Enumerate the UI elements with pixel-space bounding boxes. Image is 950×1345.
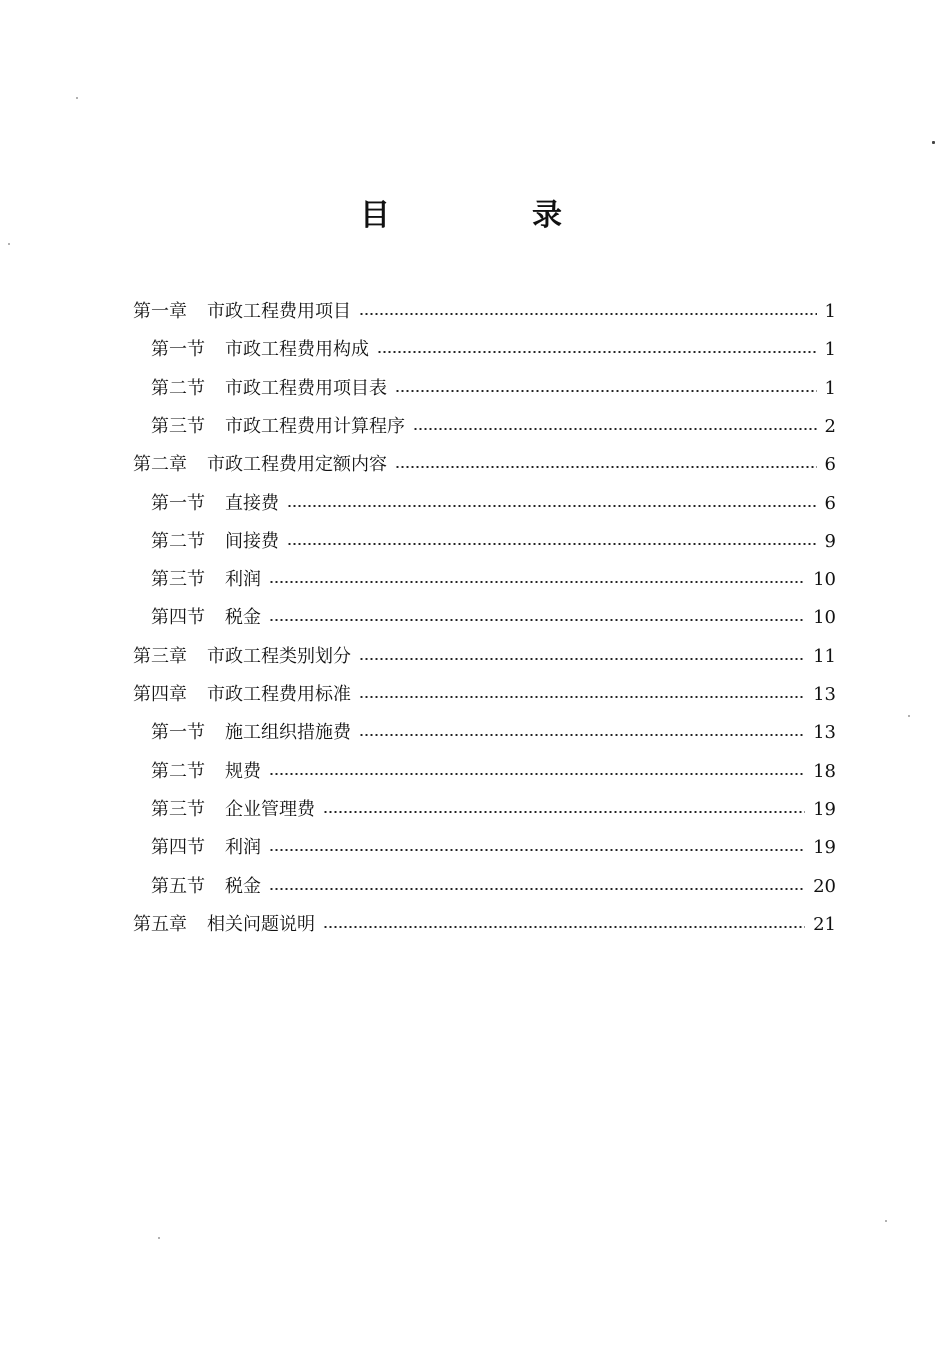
toc-chapter-row <box>133 446 836 484</box>
dot-leader <box>323 926 805 928</box>
dot-leader <box>287 543 817 545</box>
section-number: 第四节 <box>151 607 205 628</box>
scan-speck <box>158 1237 160 1239</box>
dot-leader <box>395 466 817 468</box>
section-number: 第五节 <box>151 876 205 897</box>
dot-leader <box>413 428 817 430</box>
page-number: 20 <box>813 876 836 897</box>
toc-section-row <box>151 485 836 523</box>
page-number: 19 <box>813 837 836 858</box>
page-number: 6 <box>824 493 836 514</box>
section-title: 利润 <box>225 837 261 858</box>
chapter-title: 市政工程费用标准 <box>207 684 351 705</box>
section-number: 第四节 <box>151 837 205 858</box>
dot-leader <box>269 849 805 851</box>
section-title: 市政工程费用构成 <box>225 339 369 360</box>
dot-leader <box>359 658 805 660</box>
dot-leader <box>269 773 805 775</box>
dot-leader <box>395 390 817 392</box>
toc-section-row <box>151 599 836 637</box>
toc-section-row <box>151 829 836 867</box>
section-number: 第一节 <box>151 493 205 514</box>
toc-section-row <box>151 868 836 906</box>
toc-section-row <box>151 331 836 369</box>
dot-leader <box>269 888 805 890</box>
section-title: 市政工程费用项目表 <box>225 378 387 399</box>
toc-chapter-row <box>133 906 836 944</box>
section-title: 施工组织措施费 <box>225 722 351 743</box>
toc-section-row <box>151 561 836 599</box>
dot-leader <box>269 619 805 621</box>
section-number: 第二节 <box>151 761 205 782</box>
section-number: 第三节 <box>151 799 205 820</box>
toc-chapter-row <box>133 676 836 714</box>
scan-speck <box>76 97 78 99</box>
section-number: 第二节 <box>151 531 205 552</box>
page-number: 21 <box>813 914 836 935</box>
dot-leader <box>377 351 817 353</box>
scan-speck <box>932 141 935 144</box>
dot-leader <box>287 505 817 507</box>
page-number: 2 <box>824 416 836 437</box>
page-number: 11 <box>813 646 836 667</box>
section-title: 企业管理费 <box>225 799 315 820</box>
section-title: 规费 <box>225 761 261 782</box>
toc-chapter-row <box>133 293 836 331</box>
section-title: 利润 <box>225 569 261 590</box>
page-number: 1 <box>824 378 836 399</box>
section-title: 税金 <box>225 876 261 897</box>
scan-speck <box>8 243 10 245</box>
chapter-title: 市政工程费用定额内容 <box>207 454 387 475</box>
page-title: 目 录 <box>360 198 618 233</box>
dot-leader <box>323 811 805 813</box>
scan-speck <box>908 715 910 717</box>
chapter-title: 市政工程类别划分 <box>207 646 351 667</box>
section-number: 第三节 <box>151 569 205 590</box>
section-title: 直接费 <box>225 493 279 514</box>
scan-speck <box>885 1220 887 1222</box>
dot-leader <box>359 313 817 315</box>
toc-section-row <box>151 791 836 829</box>
page-number: 13 <box>813 684 836 705</box>
toc-section-row <box>151 714 836 752</box>
page-number: 13 <box>813 722 836 743</box>
section-title: 税金 <box>225 607 261 628</box>
chapter-number: 第四章 <box>133 684 187 705</box>
dot-leader <box>269 581 805 583</box>
section-number: 第一节 <box>151 722 205 743</box>
chapter-number: 第五章 <box>133 914 187 935</box>
dot-leader <box>359 696 805 698</box>
page-number: 10 <box>813 607 836 628</box>
toc-section-row <box>151 408 836 446</box>
dot-leader <box>359 734 805 736</box>
section-number: 第一节 <box>151 339 205 360</box>
section-title: 间接费 <box>225 531 279 552</box>
page-number: 10 <box>813 569 836 590</box>
section-number: 第三节 <box>151 416 205 437</box>
page-number: 9 <box>824 531 836 552</box>
page-number: 1 <box>824 301 836 322</box>
toc-section-row <box>151 523 836 561</box>
chapter-title: 相关问题说明 <box>207 914 315 935</box>
toc-chapter-row <box>133 638 836 676</box>
chapter-number: 第二章 <box>133 454 187 475</box>
chapter-number: 第三章 <box>133 646 187 667</box>
toc-section-row <box>151 753 836 791</box>
page-number: 1 <box>824 339 836 360</box>
page-number: 6 <box>824 454 836 475</box>
page-number: 18 <box>813 761 836 782</box>
section-number: 第二节 <box>151 378 205 399</box>
toc-section-row <box>151 370 836 408</box>
section-title: 市政工程费用计算程序 <box>225 416 405 437</box>
page-number: 19 <box>813 799 836 820</box>
chapter-title: 市政工程费用项目 <box>207 301 351 322</box>
chapter-number: 第一章 <box>133 301 187 322</box>
